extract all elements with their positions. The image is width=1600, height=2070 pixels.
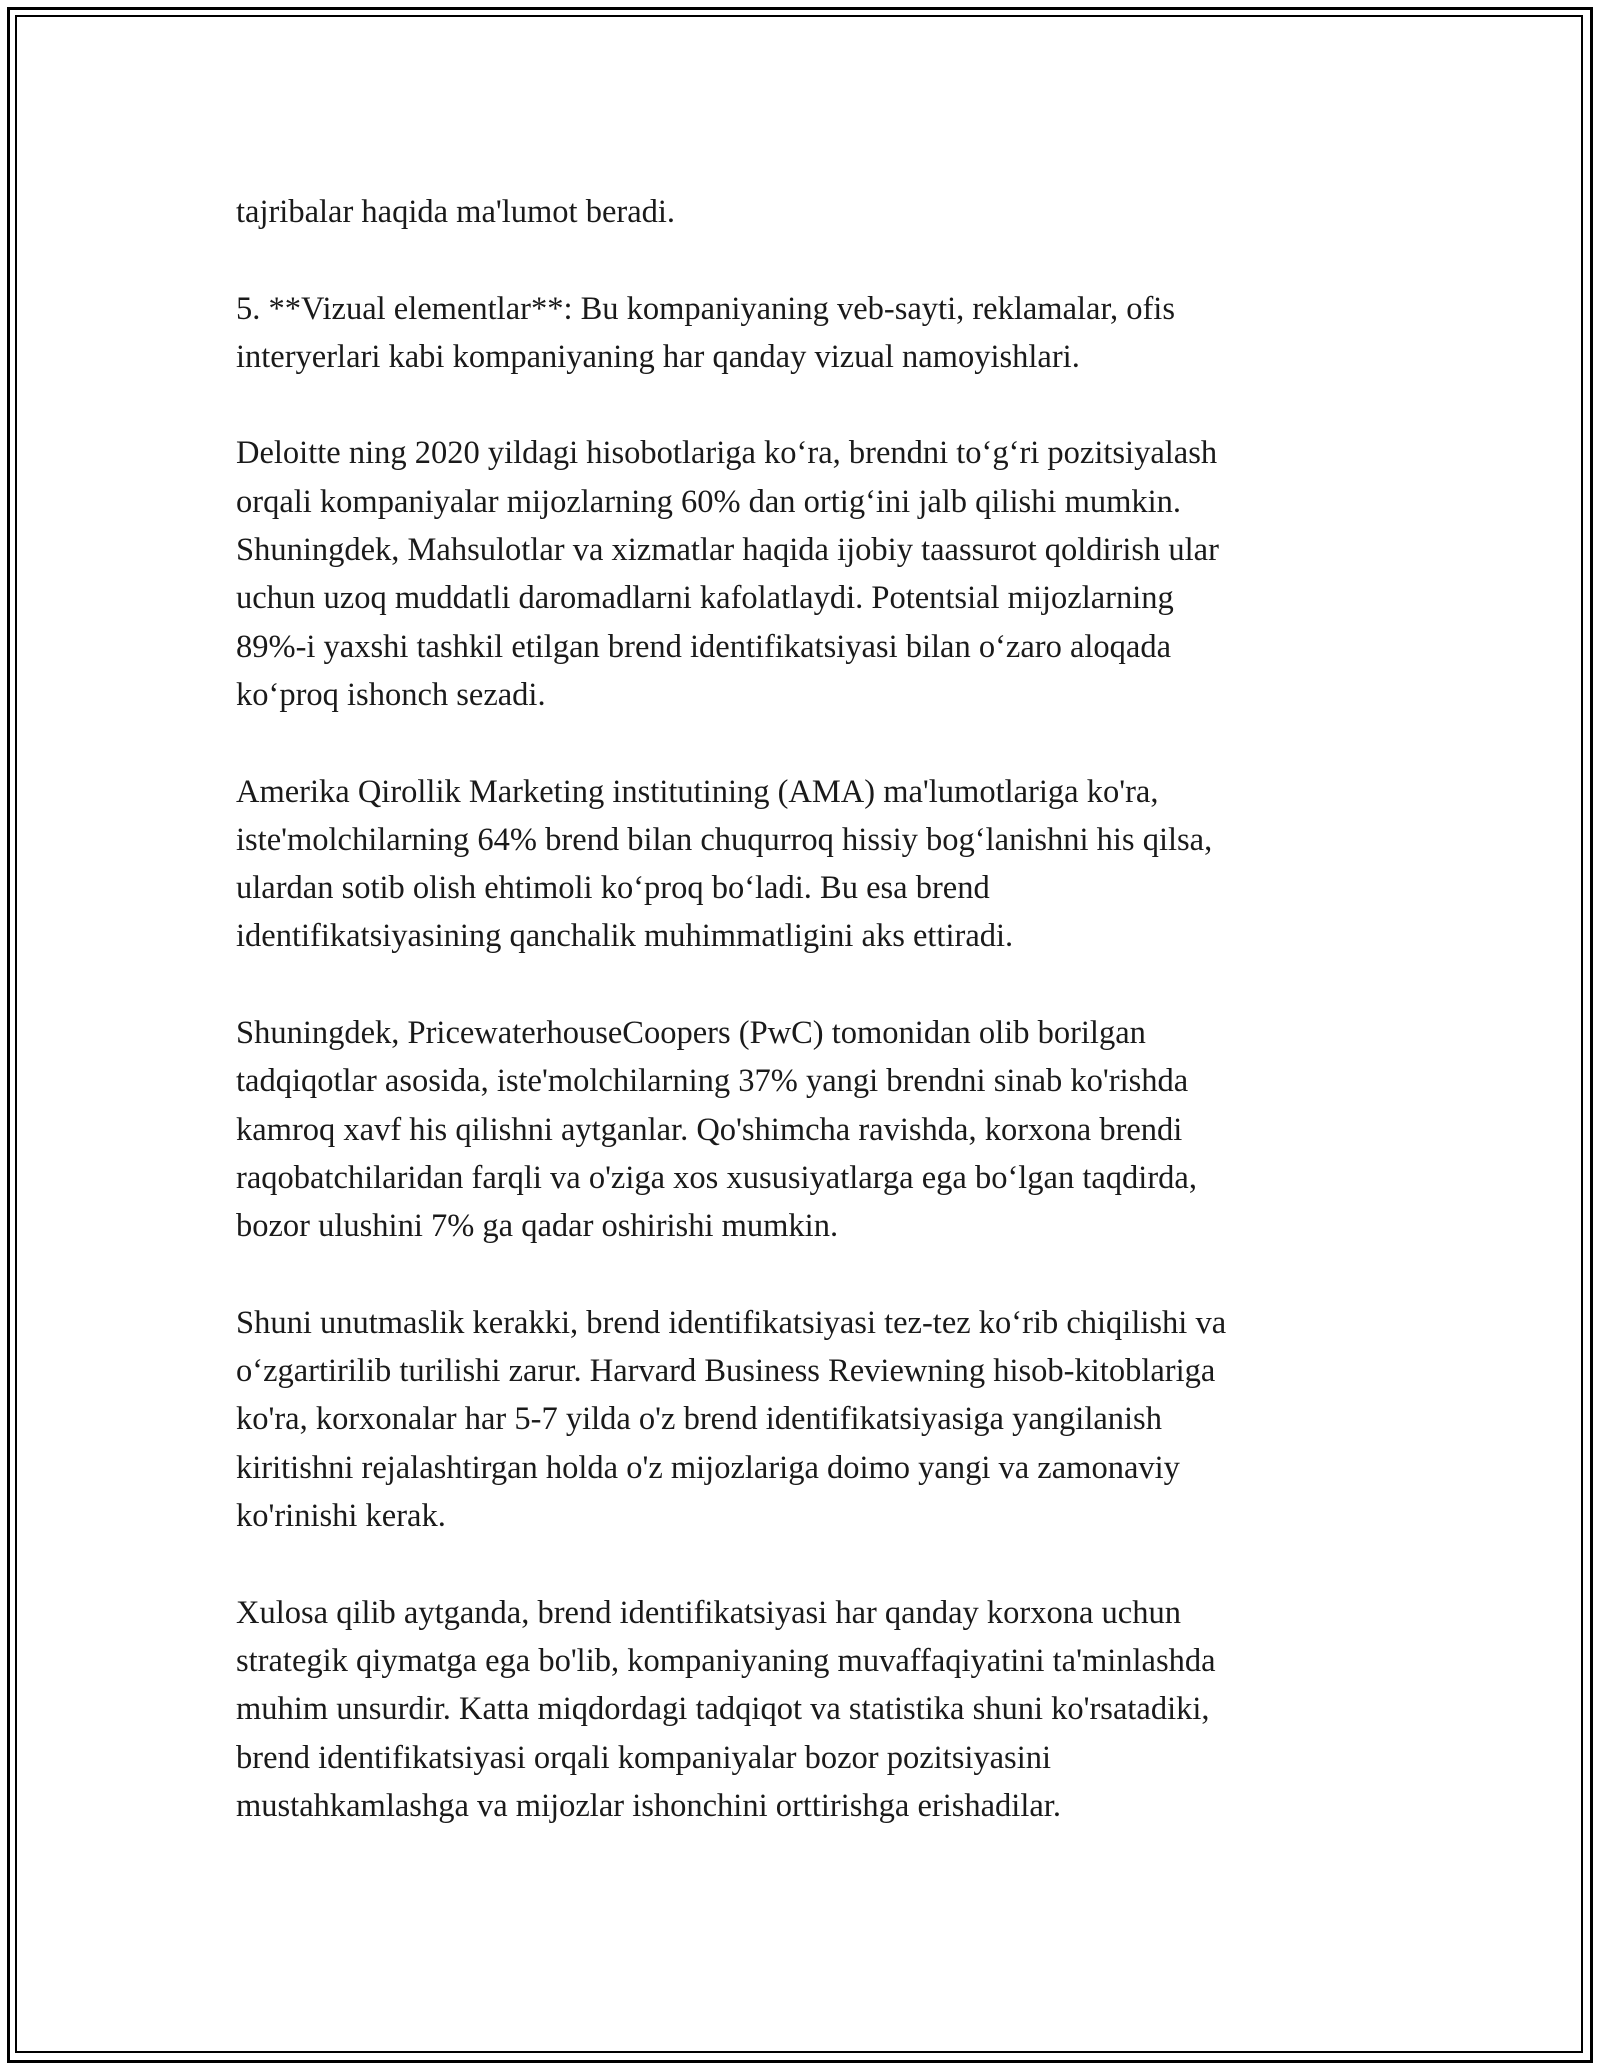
text-line: oʻzgartirilib turilishi zarur. Harvard Business Reviewning hisob-kitoblariga [236,1353,1216,1390]
text-line: tajribalar haqida ma'lumot beradi. [236,194,676,230]
text-line: Shuningdek, PricewaterhouseCoopers (PwC) tomonidan olib borilgan [236,1015,1146,1052]
text-line: Shuni unutmaslik kerakki, brend identifikatsiyasi tez-tez koʻrib chiqilishi va [236,1304,1227,1341]
paragraph-pwc [236,1009,1376,1250]
text-line: orqali kompaniyalar mijozlarning 60% dan ortigʻini jalb qilishi mumkin. [236,483,1182,520]
text-line: ulardan sotib olish ehtimoli koʻproq boʻladi. Bu esa brend [236,870,990,907]
document-body [236,188,1376,1830]
text-line: kamroq xavf his qilishni aytganlar. Qo'shimcha ravishda, korxona brendi [236,1111,1183,1148]
text-line: 89%-i yaxshi tashkil etilgan brend identifikatsiyasi bilan oʻzaro aloqada [236,628,1172,665]
text-line: identifikatsiyasining qanchalik muhimmatligini aks ettiradi. [236,918,1014,955]
paragraph-harvard [236,1299,1376,1540]
text-line: interyerlari kabi kompaniyaning har qanday vizual namoyishlari. [236,338,1080,375]
text-line: bozor ulushini 7% ga qadar oshirishi mumkin. [236,1208,839,1245]
text-line: tadqiqotlar asosida, iste'molchilarning 37% yangi brendni sinab ko'rishda [236,1063,1189,1100]
text-line: raqobatchilaridan farqli va o'ziga xos xususiyatlarga ega boʻlgan taqdirda, [236,1159,1197,1196]
text-line: Xulosa qilib aytganda, brend identifikatsiyasi har qanday korxona uchun [236,1594,1181,1631]
paragraph-visual-elements [236,285,1376,382]
text-line: Deloitte ning 2020 yildagi hisobotlariga koʻra, brendni toʻgʻri pozitsiyalash [236,435,1218,472]
text-line: kiritishni rejalashtirgan holda o'z mijozlariga doimo yangi va zamonaviy [236,1449,1180,1486]
text-line: koʻproq ishonch sezadi. [236,676,546,713]
text-line: uchun uzoq muddatli daromadlarni kafolatlaydi. Potentsial mijozlarning [236,580,1174,617]
text-line: mustahkamlashga va mijozlar ishonchini orttirishga erishadilar. [236,1787,1061,1824]
text-line: ko'rinishi kerak. [236,1498,446,1535]
text-line: 5. **Vizual elementlar**: Bu kompaniyaning veb-sayti, reklamalar, ofis [236,290,1175,327]
paragraph-conclusion [236,1589,1376,1830]
text-line: Amerika Qirollik Marketing institutining (AMA) ma'lumotlariga ko'ra, [236,773,1159,810]
text-line: iste'molchilarning 64% brend bilan chuqurroq hissiy bogʻlanishni his qilsa, [236,821,1213,858]
text-line: ko'ra, korxonalar har 5-7 yilda o'z brend identifikatsiyasiga yangilanish [236,1401,1162,1438]
text-line: brend identifikatsiyasi orqali kompaniyalar bozor pozitsiyasini [236,1739,1052,1776]
paragraph-intro-end [236,188,1376,236]
text-line: strategik qiymatga ega bo'lib, kompaniyaning muvaffaqiyatini ta'minlashda [236,1642,1216,1679]
paragraph-deloitte [236,429,1376,719]
paragraph-ama [236,768,1376,961]
text-line: muhim unsurdir. Katta miqdordagi tadqiqot va statistika shuni ko'rsatadiki, [236,1691,1210,1728]
text-line: Shuningdek, Mahsulotlar va xizmatlar haqida ijobiy taassurot qoldirish ular [236,532,1219,569]
